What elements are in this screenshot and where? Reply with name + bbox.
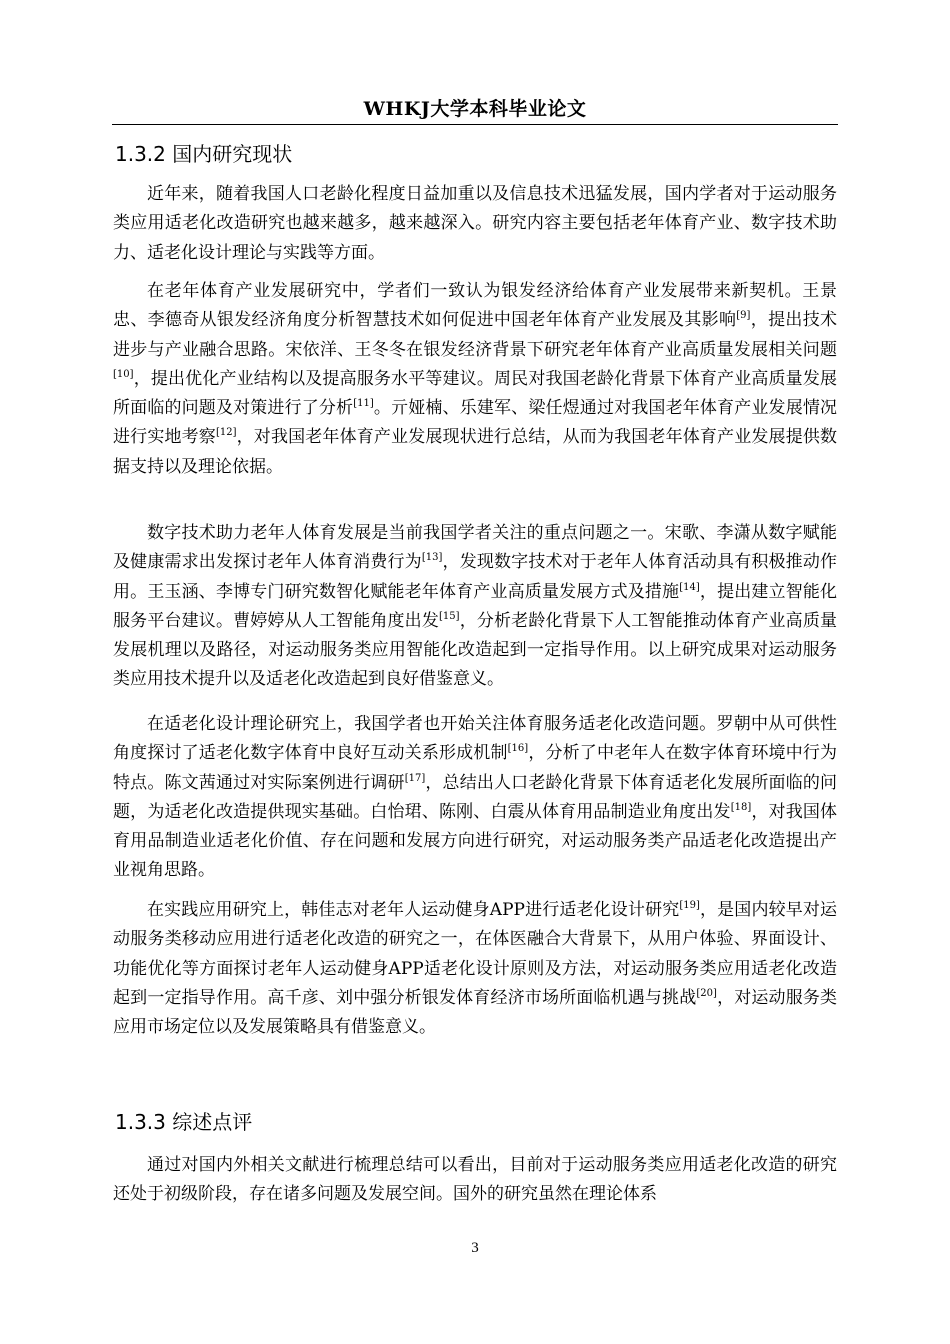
citation-ref: [12] [215, 427, 237, 439]
citation-ref: [18] [730, 801, 752, 813]
paragraph-elderly-sports-industry: 在老年体育产业发展研究中，学者们一致认为银发经济给体育产业发展带来新契机。王景忠、李德奇从银发经济角度分析智慧技术如何促进中国老年体育产业发展及其影响[9]，提出技术进步与产业融合思路。宋依洋、王冬冬在银发经济背景下研究老年体育产业高质量发展相关问题[10]，提出优化产业结构以及提高服务水平等建议。周民对我国老龄化背景下体育产业高质量发展所面临的问题及对策进行了分析[11]。亓娅楠、乐建军、梁任煜通过对我国老年体育产业发展情况进行实地考察[12]，对我国老年体育产业发展现状进行总结，从而为我国老年体育产业发展提供数据支持以及理论依据。 [113, 281, 838, 477]
header-rule [112, 124, 838, 125]
citation-ref: [17] [404, 772, 426, 784]
paragraph-design-theory: 在适老化设计理论研究上，我国学者也开始关注体育服务适老化改造问题。罗朝中从可供性角度探讨了适老化数字体育中良好互动关系形成机制[16]，分析了中老年人在数字体育环境中行为特点。陈文茜通过对实际案例进行调研[17]，总结出人口老龄化背景下体育适老化发展所面临的问题，为适老化改造提供现实基础。白怡珺、陈刚、白震从体育用品制造业角度出发[18]，对我国体育用品制造业适老化价值、存在问题和发展方向进行研究，对运动服务类产品适老化改造提出产业视角思路。 [113, 714, 838, 881]
section-heading-1-3-3: 1.3.3 综述点评 [115, 1110, 253, 1134]
section-heading-1-3-2: 1.3.2 国内研究现状 [115, 142, 293, 166]
citation-ref: [9] [736, 310, 751, 322]
citation-ref: [16] [507, 743, 529, 755]
paragraph-practice-application: 在实践应用研究上，韩佳志对老年人运动健身APP进行适老化设计研究[19]，是国内较早对运动服务类移动应用进行适老化改造的研究之一，在体医融合大背景下，从用户体验、界面设计、功能优化等方面探讨老年人运动健身APP适老化设计原则及方法，对运动服务类应用适老化改造起到一定指导作用。高千彦、刘中强分析银发体育经济市场所面临机遇与挑战[20]，对运动服务类应用市场定位以及发展策略具有借鉴意义。 [113, 900, 838, 1038]
citation-ref: [10] [113, 368, 134, 380]
citation-ref: [19] [679, 900, 700, 911]
page-header-title: WHKJ大学本科毕业论文 [363, 98, 587, 120]
citation-ref: [14] [679, 581, 700, 593]
citation-ref: [20] [696, 987, 717, 999]
paragraph-digital-technology: 数字技术助力老年人体育发展是当前我国学者关注的重点问题之一。宋歌、李潇从数字赋能及健康需求出发探讨老年人体育消费行为[13]，发现数字技术对于老年人体育活动具有积极推动作用。王玉涵、李博专门研究数智化赋能老年体育产业高质量发展方式及措施[14]，提出建立智能化服务平台建议。曹婷婷从人工智能角度出发[15]，分析老龄化背景下人工智能推动体育产业高质量发展机理以及路径，对运动服务类应用智能化改造起到一定指导作用。以上研究成果对运动服务类应用技术提升以及适老化改造起到良好借鉴意义。 [113, 523, 838, 690]
citation-ref: [11] [353, 398, 374, 410]
page-number: 3 [471, 1240, 479, 1256]
citation-ref: [15] [439, 610, 460, 622]
paragraph-intro: 近年来，随着我国人口老龄化程度日益加重以及信息技术迅猛发展，国内学者对于运动服务类应用适老化改造研究也越来越多，越来越深入。研究内容主要包括老年体育产业、数字技术助力、适老化设计理论与实践等方面。 [113, 184, 837, 263]
citation-ref: [13] [421, 552, 443, 564]
paragraph-review-comment: 通过对国内外相关文献进行梳理总结可以看出，目前对于运动服务类应用适老化改造的研究还处于初级阶段，存在诸多问题及发展空间。国外的研究虽然在理论体系 [113, 1155, 837, 1205]
